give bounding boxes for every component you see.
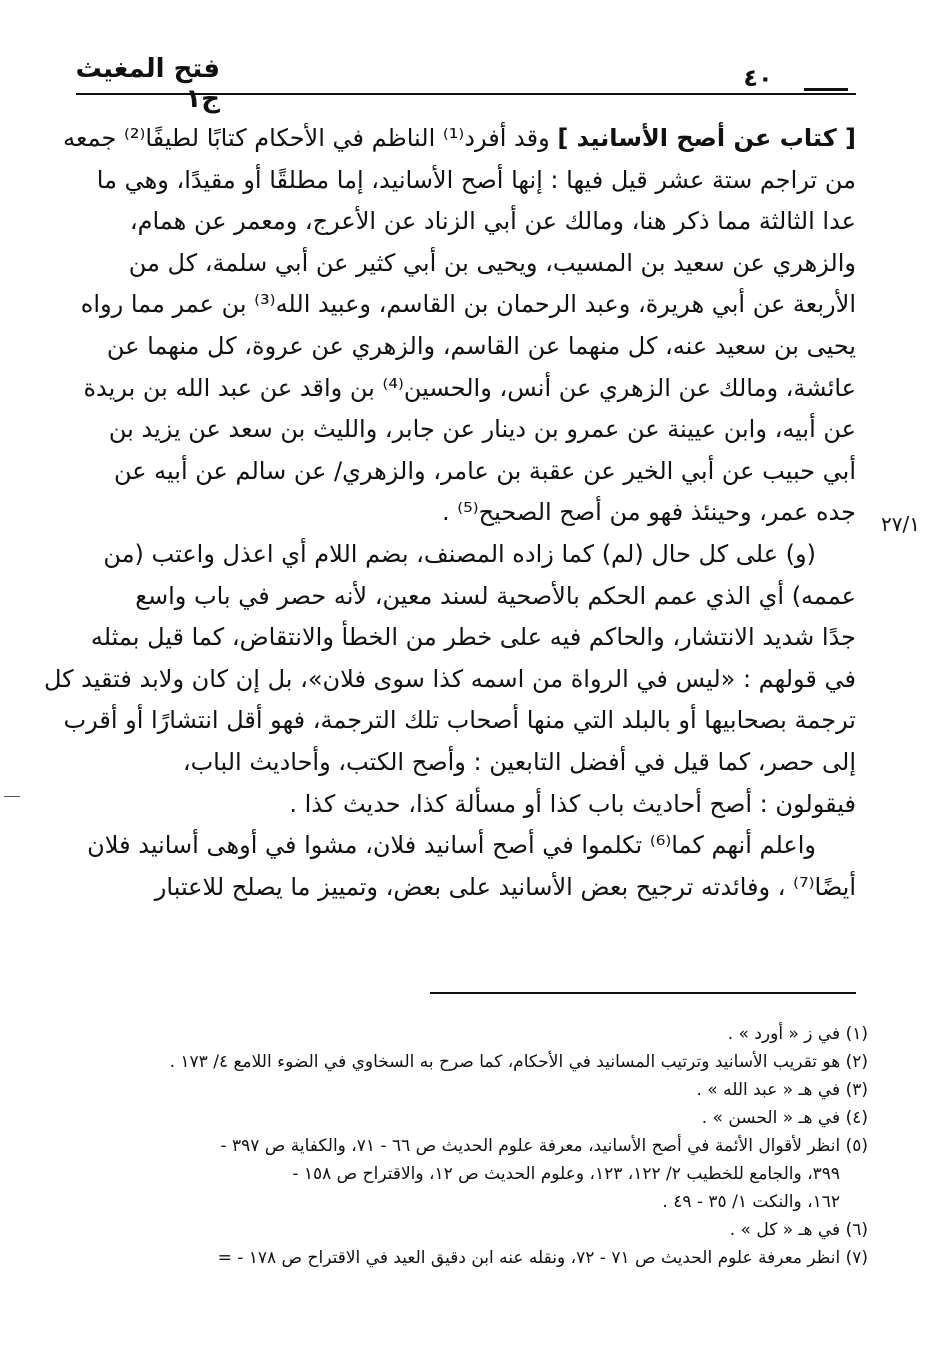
- text-line: إلى حصر، كما قيل في أفضل التابعين : وأصح الكتب، وأحاديث الباب،: [182, 747, 856, 776]
- footnote-separator: [430, 992, 856, 994]
- text-line: الأربعة عن أبي هريرة، وعبد الرحمان بن القاسم، وعبيد الله⁽³⁾ بن عمر مما رواه: [80, 290, 856, 319]
- text-line: أيضًا⁽⁷⁾ ، وفائدته ترجيح بعض الأسانيد على بعض، وتمييز ما يصلح للاعتبار: [154, 872, 856, 901]
- text-line: في قولهم : «ليس في الرواة من اسمه كذا سوى فلان»، بل إن كان ولابد فتقيد كل: [43, 664, 856, 693]
- footnote: (١) في ز « أورد » .: [727, 1024, 868, 1044]
- footnotes: [86, 1020, 868, 1272]
- page-number: ٤٠: [712, 64, 804, 92]
- text-line: جدًا شديد الانتشار، والحاكم فيه على خطر من الخطأ والانتقاض، كما قيل بمثله: [90, 623, 856, 652]
- footnote: (٥) انظر لأقوال الأئمة في أصح الأسانيد، معرفة علوم الحديث ص ٦٦ - ٧١، والكفاية ص ٣٩٧ -: [220, 1136, 868, 1156]
- text-line: عممه) أي الذي عمم الحكم بالأصحية لسند معين، لأنه حصر في باب واسع: [135, 581, 856, 610]
- text-line: عائشة، ومالك عن الزهري عن أنس، والحسين⁽⁴⁾ بن واقد عن عبد الله بن بريدة: [83, 373, 856, 402]
- text-line: جده عمر، وحينئذ فهو من أصح الصحيح⁽⁵⁾ .: [441, 498, 856, 527]
- text-line: (و) على كل حال (لم) كما زاده المصنف، بضم اللام أي اعذل واعتب (من: [103, 539, 816, 568]
- text-line: يحيى بن سعيد عنه، كل منهما عن القاسم، والزهري عن عروة، كل منهما عن: [106, 331, 856, 360]
- footnote: (٤) في هـ « الحسن » .: [701, 1108, 868, 1128]
- text-line: فيقولون : أصح أحاديث باب كذا أو مسألة كذا، حديث كذا .: [289, 789, 856, 818]
- text-line: [63, 118, 856, 160]
- text-line: واعلم أنهم كما⁽⁶⁾ تكلموا في أصح أسانيد فلان، مشوا في أوهى أسانيد فلان: [87, 831, 816, 860]
- text-line-content: وقد أفرد⁽¹⁾ الناظم في الأحكام كتابًا لطيفًا⁽²⁾ جمعه: [63, 124, 550, 152]
- page-number-rule: [800, 88, 848, 91]
- footnote: (٣) في هـ « عبد الله » .: [696, 1080, 868, 1100]
- margin-mark: [4, 796, 20, 797]
- running-title: فتح المغيث ج١: [75, 54, 220, 114]
- text-line: أبي حبيب عن أبي الخير عن عقبة بن عامر، والزهري/ عن سالم عن أبيه عن: [113, 456, 856, 485]
- footnote-continuation: ١٦٢، والنكت ١/ ٣٥ - ٤٩ .: [662, 1192, 840, 1212]
- text-line: عدا الثالثة مما ذكر هنا، ومالك عن أبي الزناد عن الأعرج، ومعمر عن همام،: [129, 207, 856, 236]
- section-heading: [ كتاب عن أصح الأسانيد ]: [557, 124, 856, 152]
- main-text: [43, 118, 856, 988]
- text-line: من تراجم ستة عشر قيل فيها : إنها أصح الأسانيد، إما مطلقًا أو مقيدًا، وهي ما: [96, 165, 856, 194]
- margin-manuscript-reference: ٢٧/١: [881, 512, 920, 536]
- footnote: (٢) هو تقريب الأسانيد وترتيب المسانيد في الأحكام، كما صرح به السخاوي في الضوء اللامع ٤/ ١٧٣ .: [169, 1052, 868, 1072]
- text-line: عن أبيه، وابن عيينة عن عمرو بن دينار عن جابر، والليث بن سعد عن يزيد بن: [108, 415, 856, 444]
- footnote: (٧) انظر معرفة علوم الحديث ص ٧١ - ٧٢، ونقله عنه ابن دقيق العيد في الاقتراح ص ١٧٨ - =: [217, 1248, 868, 1268]
- text-line: والزهري عن سعيد بن المسيب، ويحيى بن أبي كثير عن أبي سلمة، كل من: [128, 248, 856, 277]
- footnote-continuation: ٣٩٩، والجامع للخطيب ٢/ ١٢٢، ١٢٣، وعلوم الحديث ص ١٢، والاقتراح ص ١٥٨ -: [292, 1164, 840, 1184]
- text-line: ترجمة بصحابيها أو بالبلد التي منها أصحاب تلك الترجمة، فهو أقل انتشارًا أو أقرب: [63, 706, 856, 735]
- footnote: (٦) في هـ « كل » .: [729, 1220, 868, 1240]
